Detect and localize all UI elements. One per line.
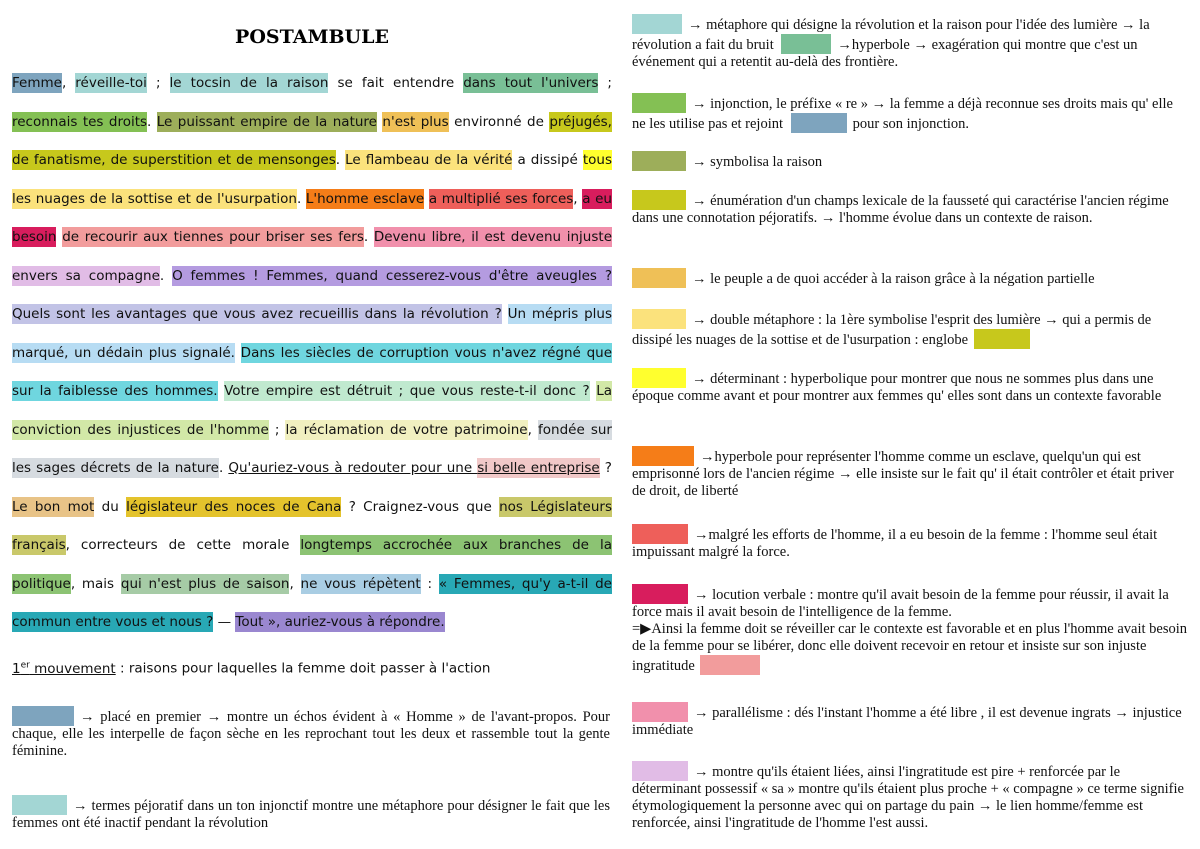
right-note-2 [632,93,1190,133]
movement-number: 1er mouvement [12,660,116,677]
color-swatch [632,14,682,34]
right-note-3 [632,151,1190,171]
right-note-12 [632,761,1190,832]
note-text: → métaphore qui désigne la révolution et la raison pour l'idée des lumière → la révolution a fait du bruit [632,17,1150,53]
plain-text: , [61,75,76,91]
highlighted-phrase: fondée sur les sages décrets de la nature [12,421,612,476]
highlighted-phrase: a eu besoin [12,190,612,245]
color-swatch [12,706,74,726]
note-text: pour son injonction. [852,116,970,132]
plain-text: a dissipé [512,152,583,168]
highlighted-phrase: le tocsin de la raison [169,75,329,91]
highlighted-phrase: la réclamation de votre patrimoine [285,421,528,438]
color-swatch [632,268,686,288]
plain-text: . [218,460,229,476]
plain-text: ; [598,75,612,91]
highlighted-phrase: La conviction des injustices de l'homme [12,383,612,438]
highlighted-phrase: Dans les siècles de corruption vous n'avez régné que sur la faiblesse des hommes. [12,344,612,399]
note-text: → montre qu'ils étaient liées, ainsi l'ingratitude est pire + renforcée par le déterminant possessif « sa » montre qu'ils étaient plus proche + « compagne » ce terme signifie étymologiquement la personne avec qui on partage du pain → le lien homme/femme est renforcée, ainsi l'ingratitude de l'homme l'est aussi. [632,764,1184,831]
plain-text: , [527,421,538,438]
note-text: → injonction, le préfixe « re » → la femme a déjà reconnue ses droits mais qu' elle ne les utilise pas et rejoint [632,96,1173,132]
plain-text [235,345,241,361]
highlighted-phrase: longtemps accrochée aux branches de la politique [12,537,612,592]
color-swatch [632,446,694,466]
highlighted-phrase: O femmes ! Femmes, quand cesserez-vous d'être aveugles ? [172,267,612,284]
movement-heading [12,660,612,677]
color-swatch [632,524,688,544]
color-swatch [12,795,67,815]
plain-text: Qu'auriez-vous à redouter pour une [228,460,478,476]
highlighted-phrase: ne vous répètent [300,575,421,592]
highlighted-phrase: reconnais tes droits [12,113,148,130]
note-text: → énumération d'un champs lexicale de la fausseté qui caractérise l'ancien régime dans une connotation péjoratifs. → l'homme évolue dans un contexte de raison. [632,193,1169,226]
color-swatch [632,93,686,113]
annotated-text [12,64,612,642]
movement-description: : raisons pour laquelles la femme doit passer à l'action [115,660,491,677]
right-note-6 [632,309,1190,349]
highlighted-phrase: si belle entreprise [477,460,600,476]
highlighted-phrase: qui n'est plus de saison [120,575,290,592]
highlighted-phrase: Femme [12,75,62,91]
note-text: →hyperbole → exagération qui montre que c'est un événement qui a retentit au-delà des frontière. [632,37,1138,70]
plain-text: : [420,575,439,592]
plain-text: environné de [448,113,550,130]
highlighted-phrase: préjugés, de fanatisme, de superstition et de mensonges [12,113,612,168]
note-text: →malgré les efforts de l'homme, il a eu besoin de la femme : l'homme seul était impuissant malgré la force. [632,527,1158,560]
highlighted-phrase: « Femmes, qu'y a-t-il de commun entre vous et nous ? [12,575,612,630]
plain-text: . [147,113,157,130]
highlighted-phrase: Le puissant empire de la nature [156,113,377,130]
plain-text [502,306,508,322]
plain-text: . [335,152,346,168]
highlighted-phrase: Un mépris plus marqué, un dédain plus signalé. [12,306,612,361]
highlighted-phrase: envers sa compagne [12,267,160,284]
highlighted-phrase: Votre empire est détruit ; que vous reste-t-il donc ? [224,383,590,399]
highlighted-phrase: les nuages de la sottise et de l'usurpation [12,190,297,207]
plain-text: se fait entendre [328,75,464,91]
color-swatch [791,113,847,133]
plain-text: . [159,267,173,284]
right-note-5 [632,268,1190,288]
note-text: → placé en premier → montre un échos évident à « Homme » de l'avant-propos. Pour chaque, elle les interpelle de façon sèche en les reprochant tout les deux et rassemble tout la gente féminine. [12,709,610,759]
highlighted-phrase: nos Législateurs français [12,498,612,553]
note-conclusion: =▶Ainsi la femme doit se réveiller car le contexte est favorable et en plus l'homme avait besoin de la femme pour se libérer, donc elle doivent recevoir en retour et insiste sur son injuste ingratitude [632,621,1188,674]
highlighted-phrase: réveille-toi [75,75,147,91]
highlighted-phrase: Le bon mot [12,498,95,515]
left-note-1 [12,706,610,760]
plain-text: . [363,229,374,245]
plain-text: , mais [70,575,121,592]
right-note-7 [632,368,1190,405]
right-note-9 [632,524,1190,561]
right-note-10 [632,584,1190,675]
highlighted-phrase: tous [582,152,612,168]
note-text: → termes péjoratif dans un ton injonctif montre une métaphore pour désigner le fait que les femmes ont été inactif pendant la révolution [12,798,610,831]
color-swatch [632,761,688,781]
plain-text: ; [146,75,170,91]
note-text: → déterminant : hyperbolique pour montrer que nous ne sommes plus dans une époque comme avant et pour montrer aux femmes qu' elles sont dans un contexte favorable [632,371,1162,404]
plain-text: ? Craignez-vous que [341,498,500,515]
highlighted-phrase: législateur des noces de Cana [126,498,342,515]
plain-text: . [296,190,306,207]
right-note-11 [632,702,1190,739]
color-swatch [632,702,688,722]
color-swatch [781,34,831,54]
color-swatch [632,584,688,604]
right-note-4 [632,190,1190,227]
highlighted-phrase: Quels sont les avantages que vous avez recueillis dans la révolution ? [12,306,502,322]
right-note-1 [632,14,1190,71]
left-note-2 [12,795,610,832]
highlighted-phrase: dans tout l'univers [463,75,599,91]
right-note-8 [632,446,1190,500]
highlighted-phrase: de recourir aux tiennes pour briser ses fers [62,229,364,245]
color-swatch [974,329,1030,349]
page-title: POSTAMBULE [235,26,389,48]
highlighted-phrase: Devenu libre, il est devenu injuste [373,229,612,245]
note-text: → parallélisme : dés l'instant l'homme a été libre , il est devenue ingrats → injustice immédiate [632,705,1182,738]
plain-text: , [573,190,583,207]
plain-text: ? [599,460,612,476]
color-swatch [632,368,686,388]
highlighted-phrase: Le flambeau de la vérité [345,152,513,168]
highlighted-phrase: a multiplié ses forces [428,190,574,207]
note-text: → symbolisa la raison [692,154,823,170]
note-text: → le peuple a de quoi accéder à la raison grâce à la négation partielle [692,271,1095,287]
plain-text: , [289,575,301,592]
color-swatch [632,190,686,210]
note-text: →hyperbole pour représenter l'homme comme un esclave, quelqu'un qui est emprisonné lors de l'ancien régime → elle insiste sur le fait qu' il était contrôler et était priver de droit, de liberté [632,449,1174,499]
highlighted-phrase: n'est plus [382,113,449,130]
plain-text: , correcteurs de cette morale [65,537,301,553]
highlighted-phrase: Tout », auriez-vous à répondre. [235,614,445,630]
plain-text: du [94,498,127,515]
color-swatch [700,655,760,675]
note-text: → locution verbale : montre qu'il avait besoin de la femme pour réussir, il avait la force mais il avait besoin de l'intelligence de la femme. [632,587,1169,620]
plain-text: ; [268,421,286,438]
note-text: → double métaphore : la 1ère symbolise l'esprit des lumière → qui a permis de dissipé les nuages de la sottise et de l'usurpation : englobe [632,312,1152,348]
highlighted-phrase: L'homme esclave [305,190,425,207]
color-swatch [632,151,686,171]
color-swatch [632,309,686,329]
plain-text: — [213,614,236,630]
